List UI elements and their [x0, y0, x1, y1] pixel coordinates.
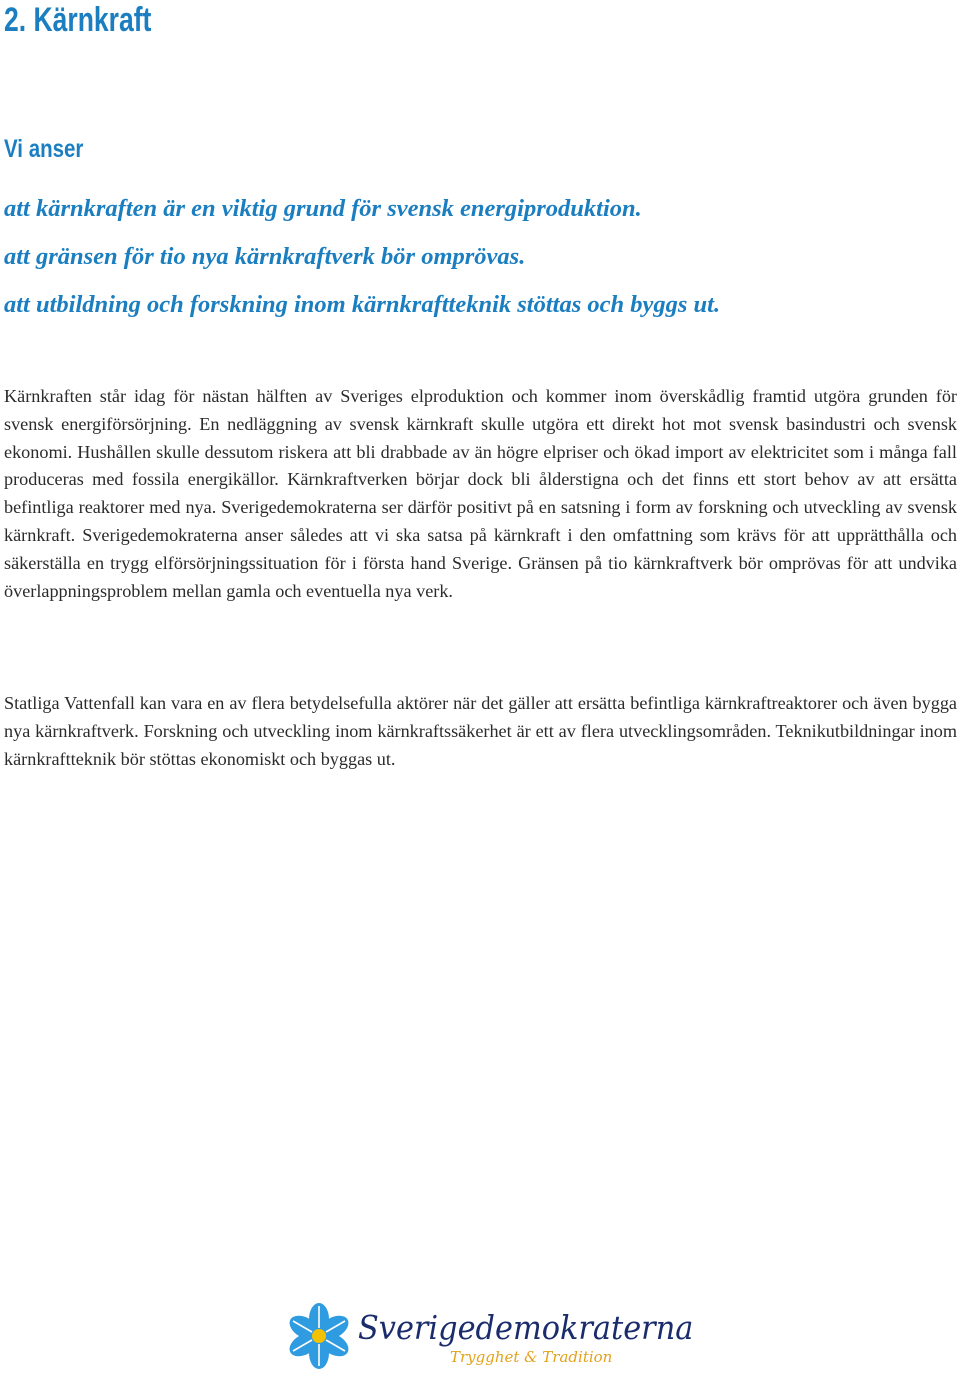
position-item: att kärnkraften är en viktig grund för svensk energiproduktion.: [4, 195, 642, 222]
position-item: att utbildning och forskning inom kärnkraftteknik stöttas och byggs ut.: [4, 291, 721, 318]
party-logo: [286, 1302, 694, 1372]
blue-anemone-flower-icon: [286, 1302, 354, 1370]
position-item: att gränsen för tio nya kärnkraftverk bör omprövas.: [4, 243, 526, 270]
positions-heading: Vi anser: [4, 135, 84, 163]
logo-wordmark: Sverigedemokraterna: [358, 1308, 694, 1347]
logo-tagline: Trygghet & Tradition: [450, 1348, 613, 1366]
positions-list: [4, 185, 720, 329]
body-paragraph: Statliga Vattenfall kan vara en av flera betydelsefulla aktörer när det gäller att ersätta befintliga kärnkraftreaktorer och även bygga nya kärnkraftverk. Forskning och utveckling inom kärnkraftssäkerhet är ett av flera utvecklingsområden. Teknikutbildningar inom kärnkraftteknik bör stöttas ekonomiskt och byggas ut.: [4, 693, 957, 769]
body-paragraph: Kärnkraften står idag för nästan hälften av Sveriges elproduktion och kommer inom överskådlig framtid utgöra grunden för svensk energiförsörjning. En nedläggning av svensk kärnkraft skulle utgöra ett direkt hot mot svensk basindustri och svensk ekonomi. Hushållen skulle dessutom riskera att bli drabbade av än högre elpriser och ökad import av elektricitet som i många fall produceras med fossila energikällor. Kärnkraftverken börjar dock bli ålderstigna och det finns ett stort behov av att ersätta befintliga reaktorer med nya. Sverigedemokraterna ser därför positivt på en satsning i form av forskning och utveckling av svensk kärnkraft. Sverigedemokraterna anser således att vi ska satsa på kärnkraft i den omfattning som krävs för att upprätthålla och säkerställa en trygg elförsörjningssituation för i första hand Sverige. Gränsen på tio kärnkraftverk bör omprövas för att undvika överlappningsproblem mellan gamla och eventuella nya verk.: [4, 386, 957, 601]
section-title: 2. Kärnkraft: [4, 1, 152, 39]
